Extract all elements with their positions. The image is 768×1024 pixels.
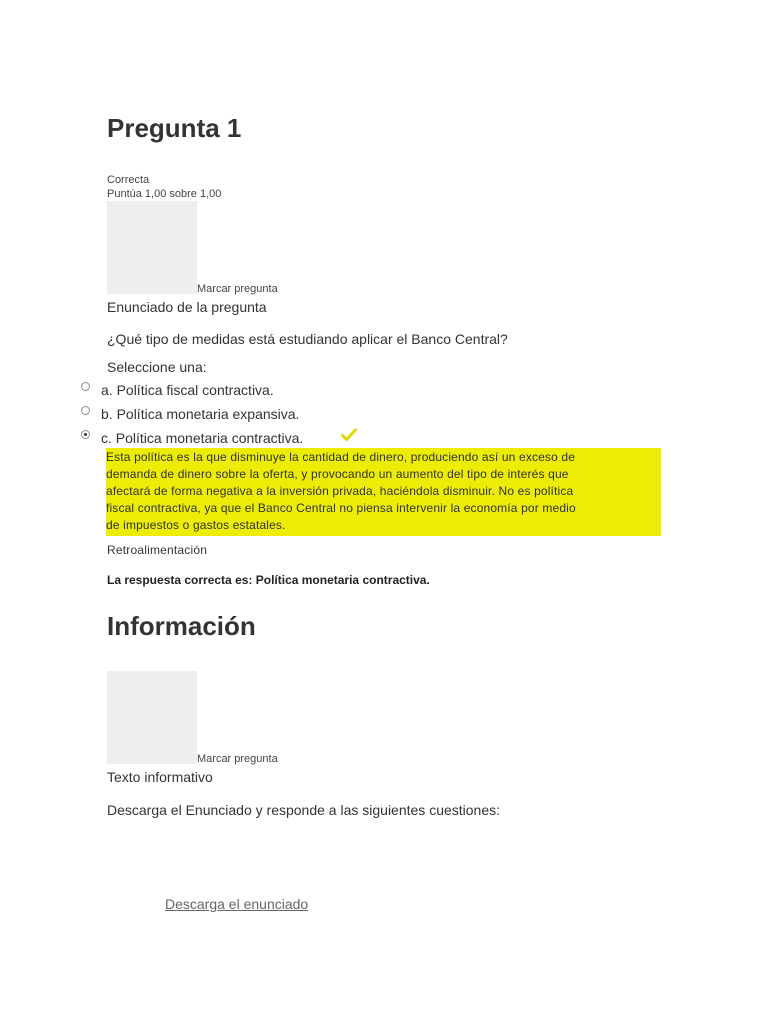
info-flag-box[interactable]: [107, 671, 197, 764]
question-title: Pregunta 1: [107, 113, 242, 143]
question-statement-label: Enunciado de la pregunta: [107, 299, 267, 315]
question-status: Correcta: [107, 174, 150, 186]
info-text-label: Texto informativo: [107, 769, 213, 785]
info-title: Información: [107, 611, 256, 641]
question-score: Puntúa 1,00 sobre 1,00: [107, 188, 222, 200]
feedback-line: demanda de dinero sobre la oferta, y provocando un aumento del tipo de interés que: [106, 467, 569, 481]
option-c-label[interactable]: c. Política monetaria contractiva.: [101, 430, 304, 446]
option-b-label[interactable]: b. Política monetaria expansiva.: [101, 406, 300, 422]
feedback-line: de impuestos o gastos estatales.: [106, 518, 286, 532]
question-text: ¿Qué tipo de medidas está estudiando aplicar el Banco Central?: [107, 331, 508, 347]
flag-question-link[interactable]: Marcar pregunta: [197, 283, 278, 295]
feedback-line: fiscal contractiva, ya que el Banco Central no piensa intervenir la economía por medio: [106, 501, 576, 515]
option-b-radio[interactable]: [81, 406, 90, 415]
download-statement-link[interactable]: Descarga el enunciado: [165, 896, 309, 912]
feedback-line: afectará de forma negativa a la inversión privada, haciéndola disminuir. No es política: [106, 484, 574, 498]
option-a-radio[interactable]: [81, 382, 90, 391]
check-icon: [341, 428, 357, 442]
option-c-radio[interactable]: [81, 430, 90, 439]
info-instruction: Descarga el Enunciado y responde a las siguientes cuestiones:: [107, 802, 501, 818]
option-a-label[interactable]: a. Política fiscal contractiva.: [101, 382, 274, 398]
question-flag-box[interactable]: [107, 201, 197, 294]
feedback-title: Retroalimentación: [107, 543, 208, 557]
correct-answer: La respuesta correcta es: Política monetaria contractiva.: [107, 573, 430, 587]
feedback-line: Esta política es la que disminuye la cantidad de dinero, produciendo así un exceso de: [106, 450, 576, 464]
specific-feedback: [106, 448, 661, 536]
info-flag-link[interactable]: Marcar pregunta: [197, 753, 278, 765]
select-prompt: Seleccione una:: [107, 359, 207, 375]
